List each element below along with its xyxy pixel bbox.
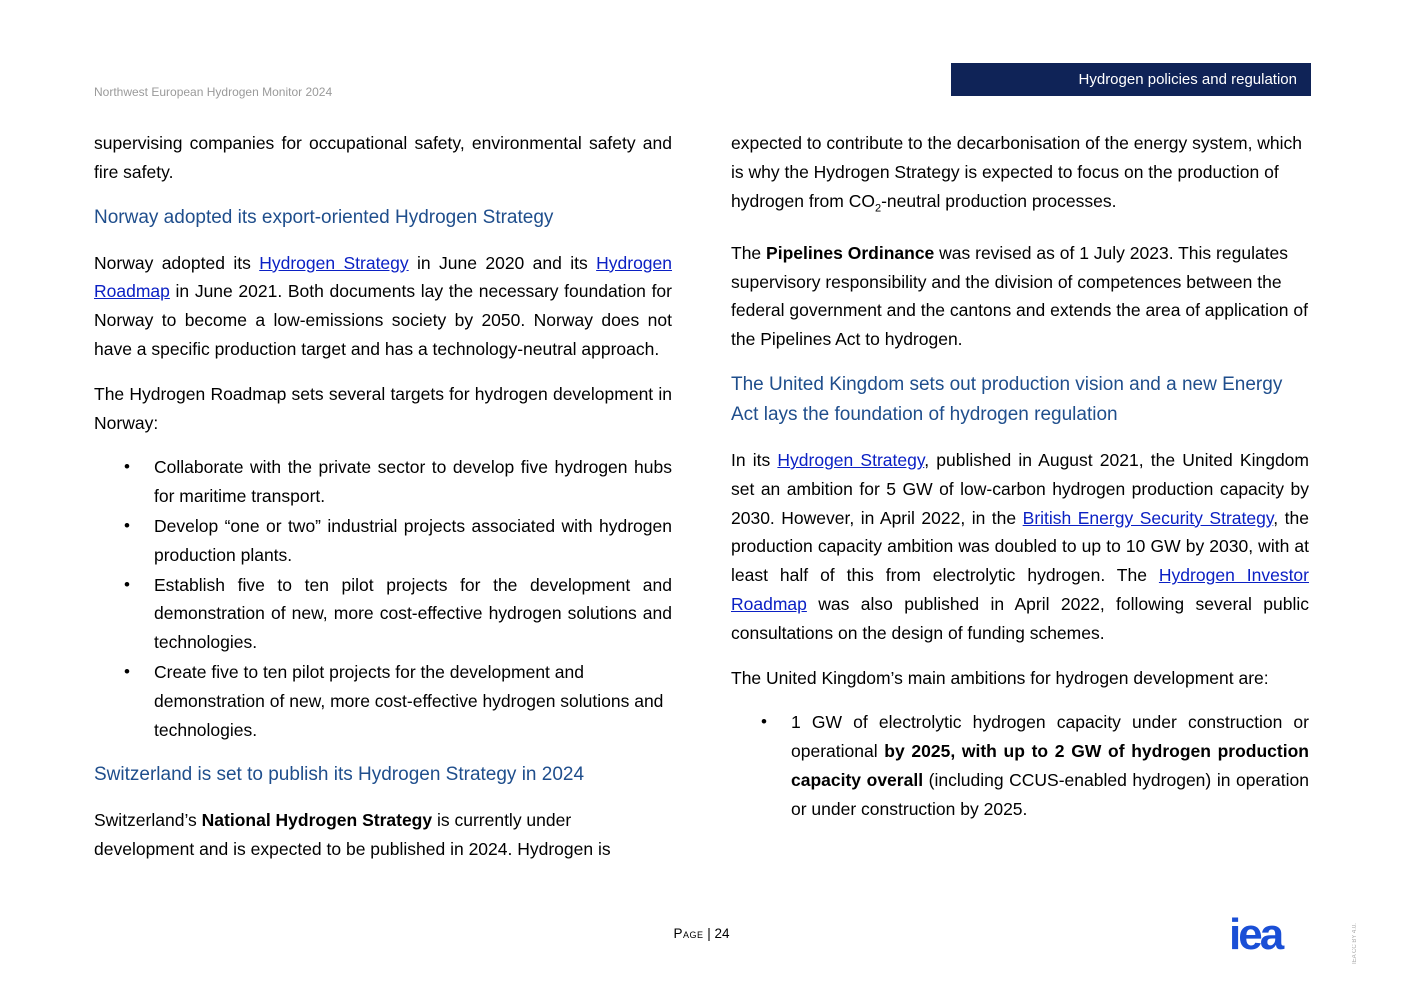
bullet-icon: • xyxy=(124,515,130,535)
license-text: IEA CC BY 4.0. xyxy=(1352,923,1358,964)
paragraph-continued-right: expected to contribute to the decarbonisation of the energy system, which is why the Hydrogen Strategy is expected to focus on the production of hydrogen from $CO_2$-neutral production processes. xyxy=(731,133,1303,215)
left-column xyxy=(94,129,672,880)
heading-united-kingdom: The United Kingdom sets out production vision and a new Energy Act lays the foundation of hydrogen regulation xyxy=(731,374,1283,426)
right-column xyxy=(731,129,1309,840)
iea-logo-icon xyxy=(1229,914,1309,954)
list-item: • 1 GW of electrolytic hydrogen capacity under construction or operational by 2025, with up to 2 GW of hydrogen production capacity overall (including CCUS-enabled hydrogen) in operation or under construction by 2025. xyxy=(731,708,1309,823)
bullet-icon: • xyxy=(124,661,130,681)
link-british-energy-security-strategy[interactable]: British Energy Security Strategy xyxy=(1022,507,1274,528)
link-norway-hydrogen-strategy[interactable]: Hydrogen Strategy xyxy=(259,252,409,273)
page-footer xyxy=(0,926,1403,941)
bullet-icon: • xyxy=(124,574,130,594)
paragraph-norway-targets: The Hydrogen Roadmap sets several targets for hydrogen development in Norway: xyxy=(94,383,672,433)
document-title: Northwest European Hydrogen Monitor 2024 xyxy=(94,85,333,99)
heading-switzerland: Switzerland is set to publish its Hydrogen Strategy in 2024 xyxy=(94,764,585,786)
link-hydrogen-investor-roadmap[interactable]: Hydrogen Investor Roadmap xyxy=(731,565,1309,615)
uk-ambitions-list xyxy=(731,708,1309,823)
page-label: Page xyxy=(673,926,704,941)
paragraph-uk-strategy: In its Hydrogen Strategy, published in August 2021, the United Kingdom set an ambition for 5 GW of low-carbon hydrogen production capacity by 2030. However, in April 2022, in the British Energy Security Strategy, the production capacity ambition was doubled to up to 10 GW by 2030, with at least half of this from electrolytic hydrogen. The Hydrogen Investor Roadmap was also published in April 2022, following several public consultations on the design of funding schemes. xyxy=(731,450,1309,643)
list-item: • Establish five to ten pilot projects for the development and demonstration of new, more cost-effective hydrogen solutions and technologies. xyxy=(94,571,672,657)
page-number: 24 xyxy=(714,926,730,941)
link-norway-hydrogen-roadmap[interactable]: Hydrogen Roadmap xyxy=(94,252,673,302)
section-header-tab: Hydrogen policies and regulation xyxy=(951,63,1311,96)
bullet-icon: • xyxy=(124,457,130,477)
svg-text:iea: iea xyxy=(1229,914,1282,954)
list-item: • Develop “one or two” industrial projects associated with hydrogen production plants. xyxy=(94,512,672,570)
paragraph-norway-strategy: Norway adopted its Hydrogen Strategy in June 2020 and its Hydrogen Roadmap in June 2021. Both documents lay the necessary foundation for Norway to become a low-emissions society by 2050. Norway does not have a specific production target and has a technology-neutral approach. xyxy=(94,252,673,359)
paragraph-continued: supervising companies for occupational safety, environmental safety and fire safety. xyxy=(94,133,672,182)
list-item: • Collaborate with the private sector to develop five hydrogen hubs for maritime transport. xyxy=(94,453,672,511)
paragraph-pipelines-ordinance: The Pipelines Ordinance was revised as of 1 July 2023. This regulates supervisory responsibility and the division of competences between the federal government and the cantons and extends the area of application of the Pipelines Act to hydrogen. xyxy=(731,242,1308,350)
paragraph-uk-ambitions: The United Kingdom’s main ambitions for hydrogen development are: xyxy=(731,667,1269,688)
paragraph-switzerland: Switzerland’s National Hydrogen Strategy is currently under development and is expected to be published in 2024. Hydrogen is xyxy=(94,810,611,860)
page-separator: | xyxy=(703,926,715,941)
list-item: • Create five to ten pilot projects for the development and demonstration of new, more cost-effective hydrogen solutions and technologies. xyxy=(94,658,672,744)
norway-targets-list xyxy=(94,453,672,744)
heading-norway: Norway adopted its export-oriented Hydrogen Strategy xyxy=(94,206,554,228)
bullet-icon: • xyxy=(761,712,767,732)
link-uk-hydrogen-strategy[interactable]: Hydrogen Strategy xyxy=(777,450,925,471)
